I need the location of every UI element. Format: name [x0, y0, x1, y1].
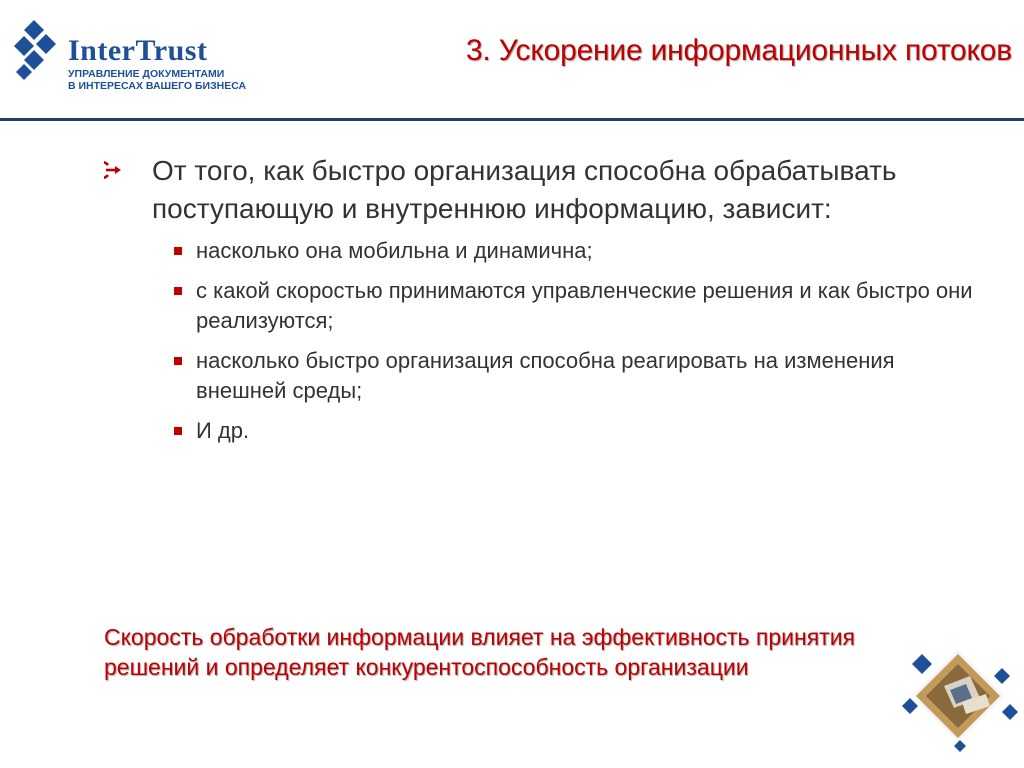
logo-wordmark: InterTrust — [68, 34, 208, 67]
logo-tagline-line2: В ИНТЕРЕСАХ ВАШЕГО БИЗНЕСА — [68, 80, 247, 92]
list-item — [174, 416, 984, 446]
logo-tagline — [68, 68, 246, 92]
list-item — [174, 236, 984, 266]
slide-content — [104, 152, 984, 456]
square-bullet-icon — [174, 247, 182, 255]
logo-diamond-icon — [14, 14, 66, 86]
lead-text: От того, как быстро организация способна обрабатывать поступающую и внутреннюю информацию, зависит: — [152, 155, 897, 224]
square-bullet-icon — [174, 287, 182, 295]
slide-title: 3. Ускорение информационных потоков — [465, 34, 1012, 67]
header-divider — [0, 118, 1024, 121]
list-item-text: насколько она мобильна и динамична; — [196, 238, 593, 263]
list-item — [174, 346, 984, 406]
lead-paragraph — [104, 152, 984, 228]
list-item-text: с какой скоростью принимаются управленческие решения и как быстро они реализуются; — [196, 278, 973, 333]
square-bullet-icon — [174, 357, 182, 365]
square-bullet-icon — [174, 427, 182, 435]
list-item-text: И др. — [196, 418, 250, 443]
conclusion-text: Скорость обработки информации влияет на эффективность принятия решений и определяет конкурентоспособность организации — [104, 624, 856, 680]
list-item — [174, 276, 984, 336]
arrow-right-icon — [104, 160, 124, 180]
decorative-diamond-image — [900, 640, 1024, 752]
sub-list — [104, 236, 984, 446]
logo-tagline-line1: УПРАВЛЕНИЕ ДОКУМЕНТАМИ — [68, 68, 225, 80]
list-item-text: насколько быстро организация способна реагировать на изменения внешней среды; — [196, 348, 895, 403]
intertrust-logo — [14, 14, 247, 94]
